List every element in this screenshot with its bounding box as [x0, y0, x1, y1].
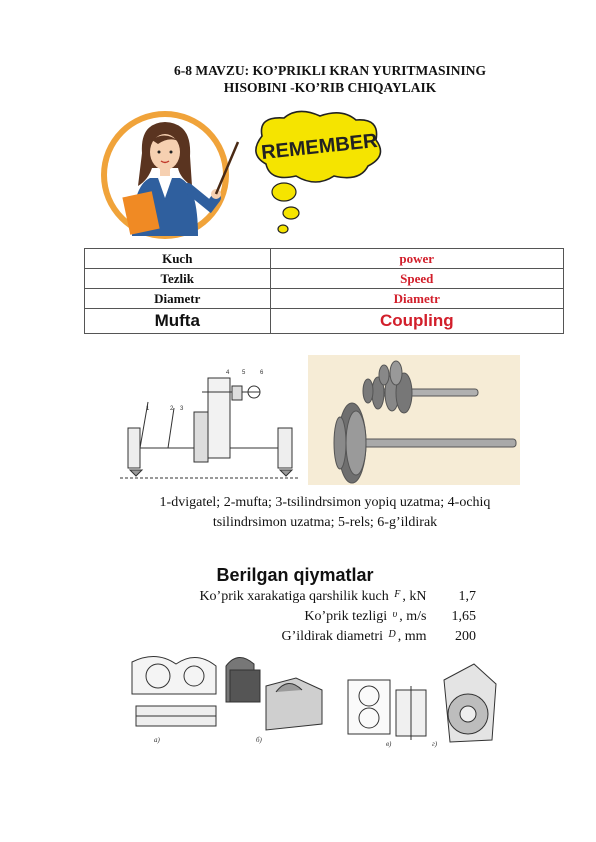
title-line-1: KO’PRIKLI KRAN YURITMASINING — [252, 63, 486, 78]
vocab-en: Coupling — [270, 309, 563, 334]
vocab-uz: Kuch — [85, 249, 271, 269]
vocab-uz: Tezlik — [85, 269, 271, 289]
gear-render — [308, 355, 520, 485]
given-title: Berilgan qiymatlar — [216, 565, 374, 585]
vocab-en: Speed — [270, 269, 563, 289]
vocab-en: power — [270, 249, 563, 269]
title-line-2: HISOBINI -KO’RIB CHIQAYLAIK — [223, 80, 437, 95]
given-unit: , mm — [397, 629, 427, 644]
given-symbol: F — [394, 589, 401, 600]
caption-line-2: tsilindrsimon uzatma; 5-rels; 6-g’ildirak — [212, 515, 438, 530]
given-unit: , kN — [402, 589, 427, 604]
vocab-en: Diametr — [270, 289, 563, 309]
figure-label-a: а) — [154, 736, 160, 744]
vocab-uz: Mufta — [85, 309, 271, 334]
vocab-row — [85, 289, 564, 309]
figure-label-g: г) — [432, 740, 438, 748]
topic-sep: : — [244, 63, 253, 78]
given-label: G’ildirak diametri — [281, 629, 383, 644]
given-value: 1,65 — [451, 609, 476, 624]
page-title — [60, 62, 596, 96]
caption-line-1: 1-dvigatel; 2-mufta; 3-tsilindrsimon yopiq uzatma; 4-ochiq — [159, 495, 491, 510]
given-symbol: υ — [392, 609, 398, 620]
scheme-label: 5 — [242, 370, 246, 376]
vocab-uz: Diametr — [85, 289, 271, 309]
given-value: 1,7 — [458, 589, 476, 604]
given-label: Ko’prik xarakatiga qarshilik kuch — [199, 589, 389, 604]
figure-caption — [110, 493, 540, 533]
given-row-speed — [304, 609, 476, 625]
scheme-label: 3 — [180, 406, 184, 412]
vocab-row — [85, 269, 564, 289]
vocab-row — [85, 309, 564, 334]
given-symbol: D — [388, 629, 396, 640]
scheme-label: 1 — [146, 406, 150, 412]
remember-text: REMEMBER — [260, 129, 379, 165]
gearbox-figures — [126, 650, 506, 750]
topic-prefix: 6-8 MAVZU — [173, 63, 245, 78]
given-label: Ko’prik tezligi — [304, 609, 388, 624]
vocab-table — [84, 248, 564, 334]
scheme-label: 6 — [260, 370, 264, 376]
given-unit: , m/s — [399, 609, 427, 624]
given-value: 200 — [455, 629, 476, 644]
kinematic-scheme — [110, 362, 310, 486]
figure-label-v: в) — [386, 740, 392, 748]
scheme-label: 2 — [170, 406, 174, 412]
vocab-row — [85, 249, 564, 269]
scheme-label: 4 — [226, 370, 230, 376]
figure-label-b: б) — [256, 736, 262, 744]
teacher-illustration — [70, 108, 390, 248]
given-row-force — [199, 589, 476, 605]
given-row-diameter — [282, 629, 476, 645]
